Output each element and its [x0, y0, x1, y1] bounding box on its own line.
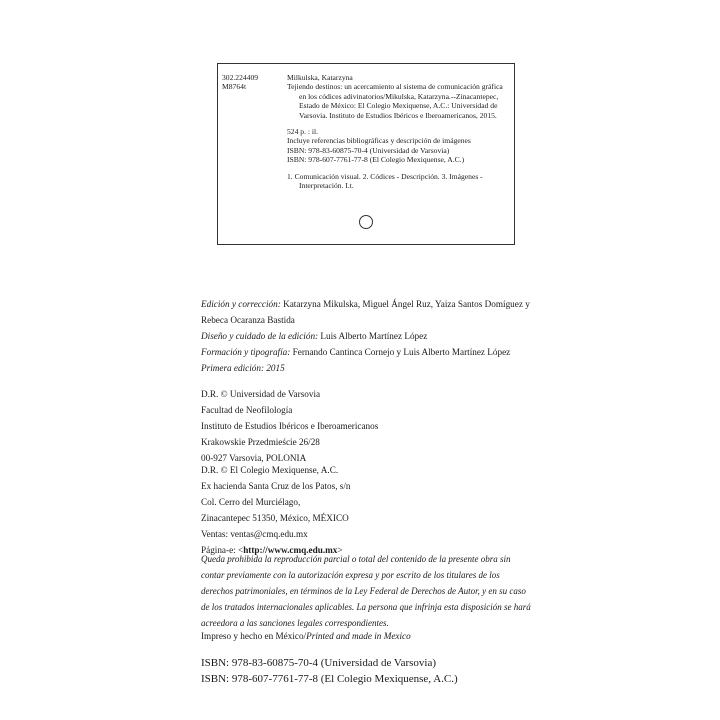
legal-text: Queda prohibida la reproducción parcial o total del contenido de la presente obra sin contar previamente con la autorización expresa y por escrito de los titulares de los derechos patrimoniales, en términos de la Ley Federal de Derechos de Autor, y en su caso de los tratados internacionales aplicables. La persona que infrinja esta disposición se hará acreedora a las sanciones legales correspondientes.	[201, 554, 531, 628]
title-statement: Tejiendo destinos: un acercamiento al sistema de comunicación gráfica en los códices adivinatorios/Mikulska, Katarzyna.--Zinacantepec, Estado de México: El Colegio Mexiquense, A.C.: Universidad de Varsovia. Instituto de Estudios Ibéricos e Iberoamericanos, 2015.	[287, 82, 503, 120]
credit-value: Luis Alberto Martínez López	[318, 331, 428, 341]
note: ISBN: 978-83-60875-70-4 (Universidad de Varsovia)	[287, 145, 450, 155]
address-line: D.R. © El Colegio Mexiquense, A.C.	[201, 465, 339, 475]
sales-email: Ventas: ventas@cmq.edu.mx	[201, 529, 308, 539]
catalog-entry	[287, 73, 509, 190]
credit-value: Katarzyna Mikulska, Miguel Ángel Ruz, Yaiza Santos Domíguez y Rebeca Ocaranza Bastida	[201, 299, 530, 325]
isbn-line: ISBN: 978-83-60875-70-4 (Universidad de Varsovia)	[201, 657, 437, 669]
author: Milkulska, Katarzyna	[287, 73, 353, 82]
card-hole-icon	[359, 215, 373, 229]
address-line: Ex hacienda Santa Cruz de los Patos, s/n	[201, 481, 351, 491]
web-label: Página-e: <	[201, 545, 244, 555]
printed-spanish: Impreso y hecho en México/	[201, 631, 307, 641]
credit-line	[201, 328, 531, 344]
credits	[201, 296, 531, 360]
credit-line	[201, 296, 531, 328]
printed-line	[201, 628, 531, 644]
address-line: Col. Cerro del Murciélago,	[201, 497, 301, 507]
credit-label: Formación y tipografía:	[201, 347, 291, 357]
web-link[interactable]: http://www.cmq.edu.mx	[243, 545, 338, 555]
credit-label: Diseño y cuidado de la edición:	[201, 331, 319, 341]
credit-line	[201, 344, 531, 360]
web-end: >	[337, 545, 343, 555]
printed-english: Printed and made in Mexico	[306, 631, 411, 641]
catalog-card	[217, 63, 515, 245]
address-line: Facultad de Neofilología	[201, 405, 293, 415]
address-line: Krakowskie Przedmieście 26/28	[201, 437, 320, 447]
isbn-line: ISBN: 978-607-7761-77-8 (El Colegio Mexiquense, A.C.)	[201, 673, 458, 685]
isbn-block	[201, 655, 458, 687]
credit-label: Edición y corrección:	[201, 299, 281, 309]
subjects: 1. Comunicación visual. 2. Códices - Descripción. 3. Imágenes - Interpretación. I.t.	[287, 171, 483, 191]
credit-value: Fernando Cantinca Cornejo y Luis Alberto Martínez López	[290, 347, 511, 357]
legal-notice	[201, 551, 531, 631]
note: ISBN: 978-607-7761-77-8 (El Colegio Mexiquense, A.C.)	[287, 155, 465, 165]
address-line: Zinacantepec 51350, México, MÉXICO	[201, 513, 349, 523]
edition: Primera edición: 2015	[201, 363, 285, 373]
pages: 524 p. : il.	[287, 127, 319, 137]
call-number	[222, 73, 258, 92]
call-number-line: 302.224409	[222, 73, 259, 82]
address-line: D.R. © Universidad de Varsovia	[201, 389, 321, 399]
call-number-line: M8764t	[222, 82, 247, 92]
address-line: 00-927 Varsovia, POLONIA	[201, 453, 307, 463]
printed-in	[201, 628, 531, 644]
publisher-mexiquense	[201, 462, 531, 558]
address-line: Instituto de Estudios Ibéricos e Iberoamericanos	[201, 421, 379, 431]
note: Incluye referencias bibliográficas y descripción de imágenes	[287, 136, 471, 146]
publisher-warsaw	[201, 386, 531, 466]
edition-block	[201, 360, 531, 376]
